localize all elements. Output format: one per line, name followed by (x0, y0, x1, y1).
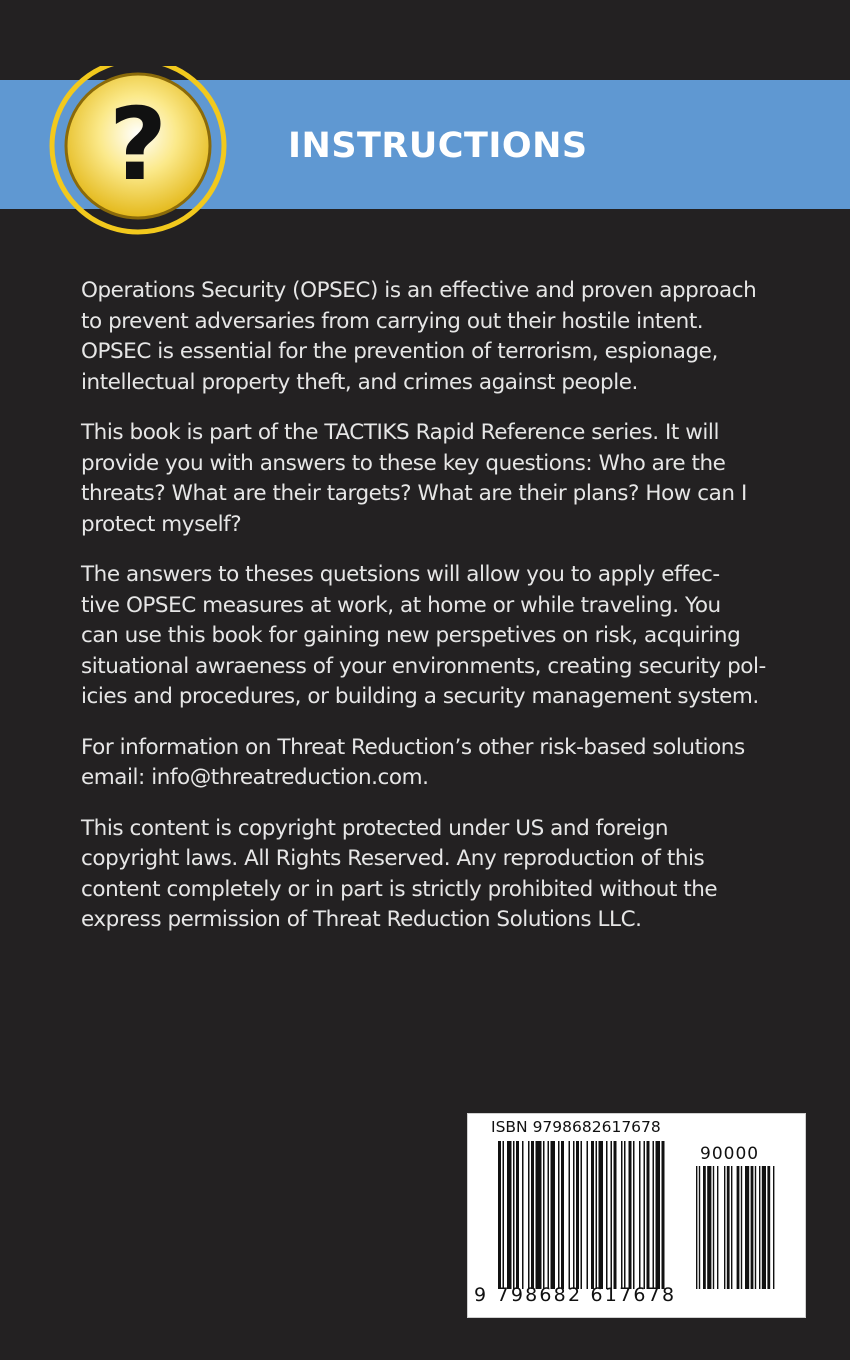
barcode-bar (639, 1141, 641, 1289)
barcode-bar (596, 1141, 598, 1289)
barcode-bar (531, 1141, 534, 1289)
price-bar (727, 1166, 730, 1289)
price-bar (759, 1166, 760, 1289)
barcode-bar (621, 1141, 623, 1289)
body-paragraph (81, 418, 771, 540)
price-bar (767, 1166, 770, 1289)
barcode-bar (558, 1141, 560, 1289)
price-bar (773, 1166, 774, 1289)
price-bar (699, 1166, 700, 1289)
question-mark-icon (48, 66, 228, 246)
text-line: icies and procedures, or building a security management system. (81, 684, 759, 709)
price-bar (696, 1166, 697, 1289)
barcode-bar (644, 1141, 646, 1289)
price-bar (737, 1166, 740, 1289)
price-bar (731, 1166, 732, 1289)
barcode-bar (513, 1141, 515, 1289)
barcode-bar (569, 1141, 571, 1289)
barcode-bar (662, 1141, 665, 1289)
price-bar (745, 1166, 749, 1289)
price-bar (717, 1166, 718, 1289)
barcode-bar (551, 1141, 556, 1289)
barcode-bar (516, 1141, 519, 1289)
text-line: provide you with answers to these key questions: Who are the (81, 450, 726, 476)
barcode-bar (522, 1141, 524, 1289)
badge-symbol: ? (108, 86, 168, 203)
barcode-bar (614, 1141, 617, 1289)
text-line: Operations Security (OPSEC) is an effective and proven approach (81, 278, 757, 303)
text-line: This book is part of the TACTIKS Rapid Reference series. It will (81, 420, 719, 445)
barcode-bar (576, 1141, 579, 1289)
barcode-bar (599, 1141, 604, 1289)
text-line: tive OPSEC measures at work, at home or while traveling. You (81, 592, 721, 618)
price-bar (751, 1166, 754, 1289)
barcode-bar (548, 1141, 550, 1289)
text-line: threats? What are their targets? What are their plans? How can I (81, 481, 747, 506)
text-line: intellectual property theft, and crimes against people. (81, 369, 638, 395)
body-paragraph (81, 276, 771, 398)
text-line: This content is copyright protected under US and foreign (81, 815, 669, 841)
barcode-bar (507, 1141, 512, 1289)
text-line: The answers to theses quetsions will allow you to apply effec- (81, 562, 720, 587)
barcode-bar (503, 1141, 505, 1289)
text-line: OPSEC is essential for the prevention of terrorism, espionage, (81, 339, 718, 364)
barcode-bar (656, 1141, 661, 1289)
barcode-bar (587, 1141, 589, 1289)
price-bar (703, 1166, 706, 1289)
text-line: can use this book for gaining new perspetives on risk, acquiring (81, 623, 741, 648)
barcode-bar (536, 1141, 542, 1289)
barcode-bar (498, 1141, 501, 1289)
text-line: email: info@threatreduction.com. (81, 765, 429, 790)
barcode-bar (561, 1141, 564, 1289)
text-line: express permission of Threat Reduction Solutions LLC. (81, 907, 642, 932)
barcode-bar (629, 1141, 632, 1289)
body-paragraph (81, 560, 771, 713)
body-paragraph (81, 814, 771, 936)
barcode-bar (528, 1141, 530, 1289)
barcode-bar (611, 1141, 613, 1289)
barcode-bar (543, 1141, 545, 1289)
text-line: copyright laws. All Rights Reserved. Any reproduction of this (81, 846, 705, 871)
price-code: 90000 (700, 1144, 760, 1164)
description-text (81, 276, 771, 956)
page-title: INSTRUCTIONS (288, 126, 588, 166)
price-bar (724, 1166, 725, 1289)
price-bar (741, 1166, 742, 1289)
price-bar (713, 1166, 714, 1289)
text-line: content completely or in part is strictly prohibited without the (81, 876, 718, 902)
barcode-bar (653, 1141, 655, 1289)
isbn-label: ISBN 9798682617678 (491, 1118, 661, 1136)
barcode-bar (633, 1141, 635, 1289)
barcode-panel (467, 1113, 806, 1318)
price-bar (755, 1166, 756, 1289)
text-line: situational awraeness of your environments, creating security pol- (81, 653, 766, 679)
barcode-bar (647, 1141, 650, 1289)
text-line: protect myself? (81, 511, 242, 537)
barcode-bar (581, 1141, 583, 1289)
body-paragraph (81, 733, 771, 794)
barcode-bar (624, 1141, 626, 1289)
price-bar (762, 1166, 766, 1289)
text-line: to prevent adversaries from carrying out their hostile intent. (81, 308, 704, 334)
barcode-bar (591, 1141, 594, 1289)
price-bar (707, 1166, 711, 1289)
barcode-bar (606, 1141, 608, 1289)
text-line: For information on Threat Reduction’s other risk-based solutions (81, 734, 745, 760)
barcode-digits: 9 798682 617678 (474, 1284, 677, 1306)
barcode-bar (573, 1141, 575, 1289)
